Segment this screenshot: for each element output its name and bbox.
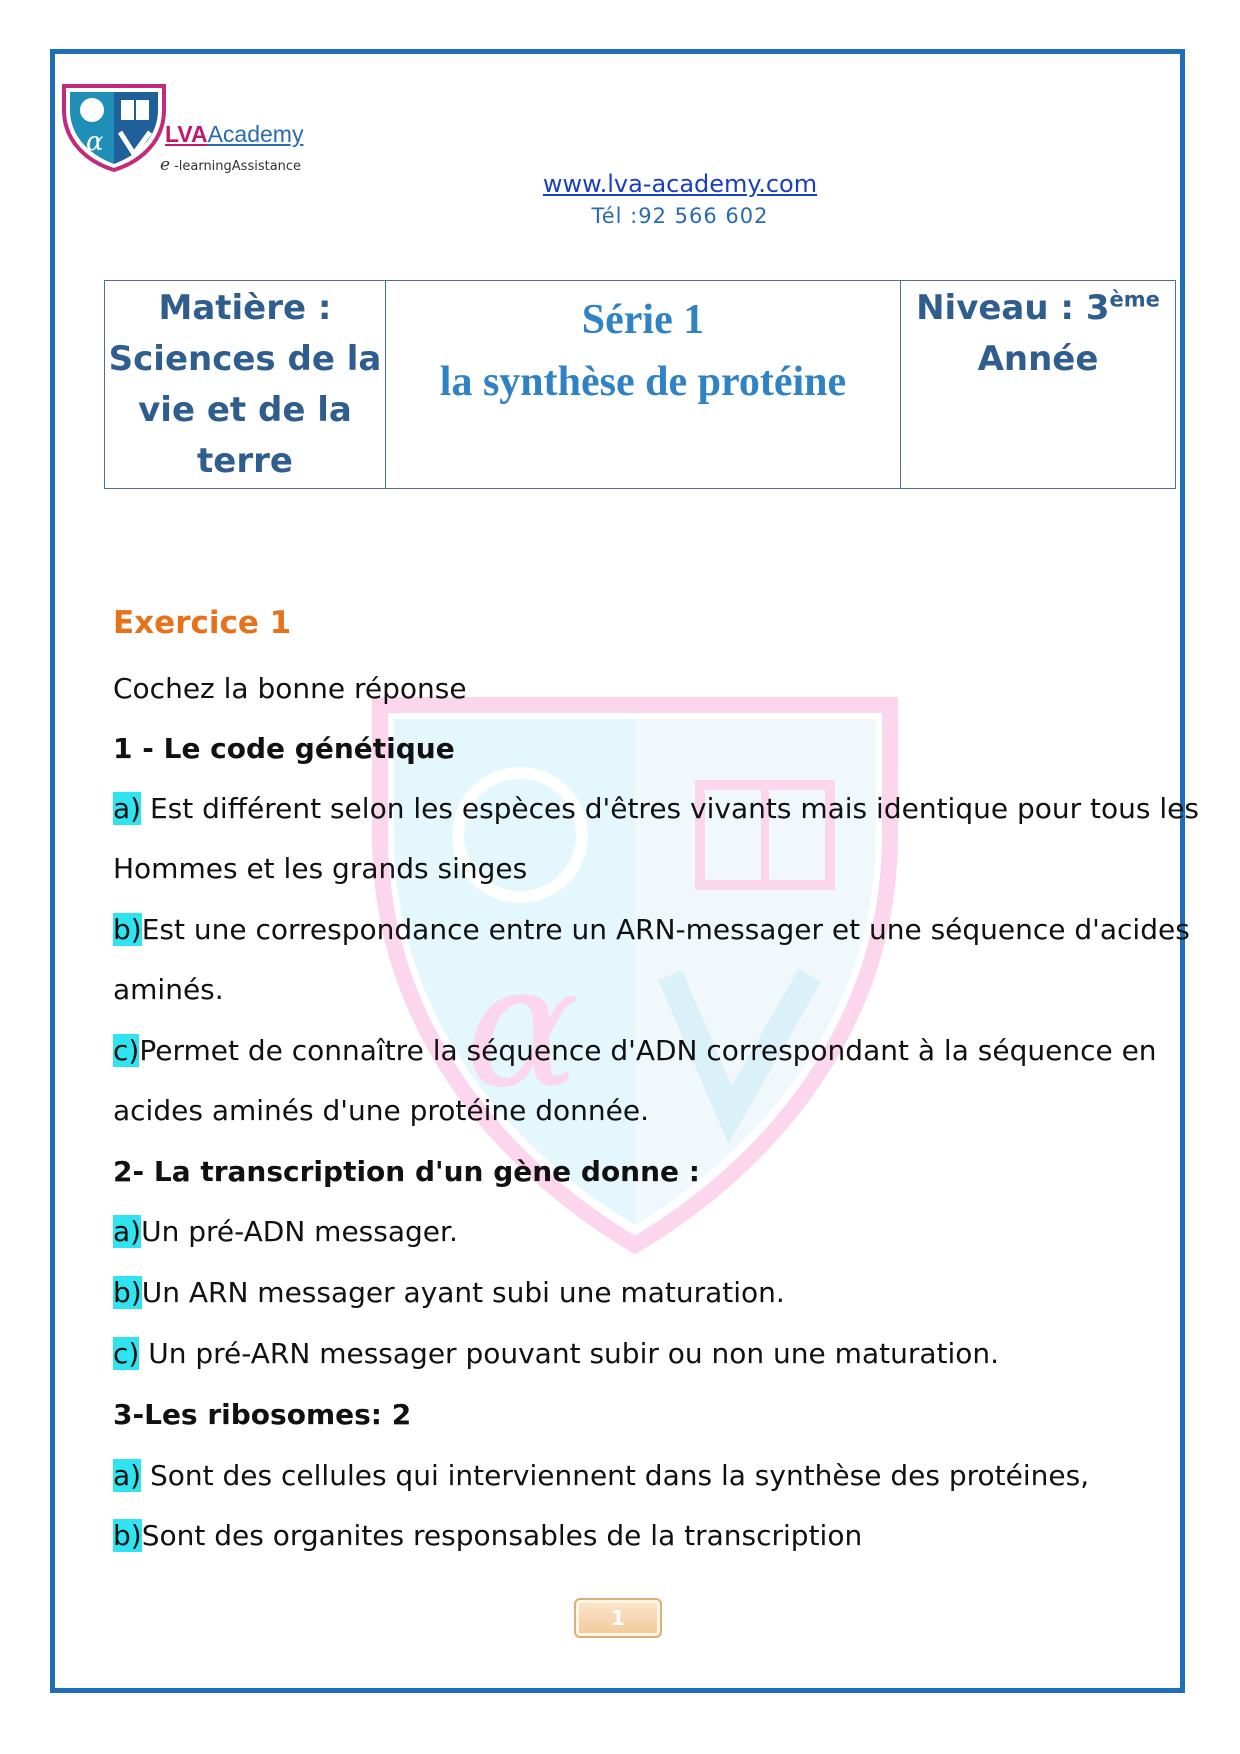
option-text-continuation: aminés. [113,973,224,1006]
brand-name-academy: Academy [207,121,304,147]
option-text: Sont des cellules qui interviennent dans la synthèse des protéines, [141,1459,1090,1492]
option-letter: a) [113,1459,142,1492]
matiere-line: Sciences de la [108,339,382,379]
matiere-line: vie et de la [138,390,352,430]
niveau-sup: ème [1109,287,1160,312]
option-letter: a) [113,792,142,825]
option-text: Un pré-ADN messager. [141,1215,458,1248]
tagline-e: e [160,155,171,175]
question-title: 2- La transcription d'un gène donne : [113,1155,700,1188]
website-link[interactable]: www.lva-academy.com [542,170,818,198]
serie-title: Série 1 [581,297,705,343]
instruction-text: Cochez la bonne réponse [113,672,467,705]
phone-number: Tél :92 566 602 [591,204,769,228]
option-letter: b) [113,1276,142,1309]
matiere-line: terre [197,441,293,481]
header-table [104,280,1176,489]
lva-academy-logo [58,80,170,172]
option-text: Permet de connaître la séquence d'ADN correspondant à la séquence en [139,1034,1157,1067]
option-letter: c) [113,1034,140,1067]
option-letter: b) [113,1519,142,1552]
serie-cell [386,281,901,489]
option-row[interactable] [113,792,1199,825]
option-letter: c) [113,1337,140,1370]
svg-text:α: α [465,928,580,1126]
niveau-annee: Année [977,339,1099,379]
option-text: Est différent selon les espèces d'êtres vivants mais identique pour tous les [141,792,1199,825]
option-row[interactable] [113,1519,862,1552]
question-title: 1 - Le code génétique [113,732,455,765]
question-title: 3-Les ribosomes: 2 [113,1398,412,1431]
brand-name [165,120,303,148]
option-text-continuation: Hommes et les grands singes [113,852,528,885]
option-letter: b) [113,913,142,946]
niveau-line [902,283,1174,334]
option-text: Est une correspondance entre un ARN-messager et une séquence d'acides [141,913,1190,946]
matiere-line: Matière : [158,288,332,328]
matiere-cell [105,281,386,489]
option-text: Sont des organites responsables de la transcription [141,1519,863,1552]
option-row[interactable] [113,913,1190,946]
option-text: Un ARN messager ayant subi une maturation. [141,1276,785,1309]
brand-name-lva: LVA [165,121,208,147]
option-row[interactable] [113,1337,999,1370]
option-row[interactable] [113,1034,1157,1067]
option-row[interactable] [113,1459,1089,1492]
niveau-prefix: Niveau : 3 [916,288,1110,328]
exercise-title: Exercice 1 [113,605,292,641]
brand-tagline [160,155,301,175]
option-text: Un pré-ARN messager pouvant subir ou non une maturation. [139,1337,1000,1370]
tagline-text: -learningAssistance [174,159,302,174]
niveau-cell [901,281,1176,489]
option-row[interactable] [113,1276,785,1309]
svg-text:α: α [86,127,104,157]
page-number: 1 [574,1598,662,1638]
option-row[interactable] [113,1215,458,1248]
serie-subtitle: la synthèse de protéine [439,359,847,405]
option-text-continuation: acides aminés d'une protéine donnée. [113,1094,649,1127]
option-letter: a) [113,1215,142,1248]
